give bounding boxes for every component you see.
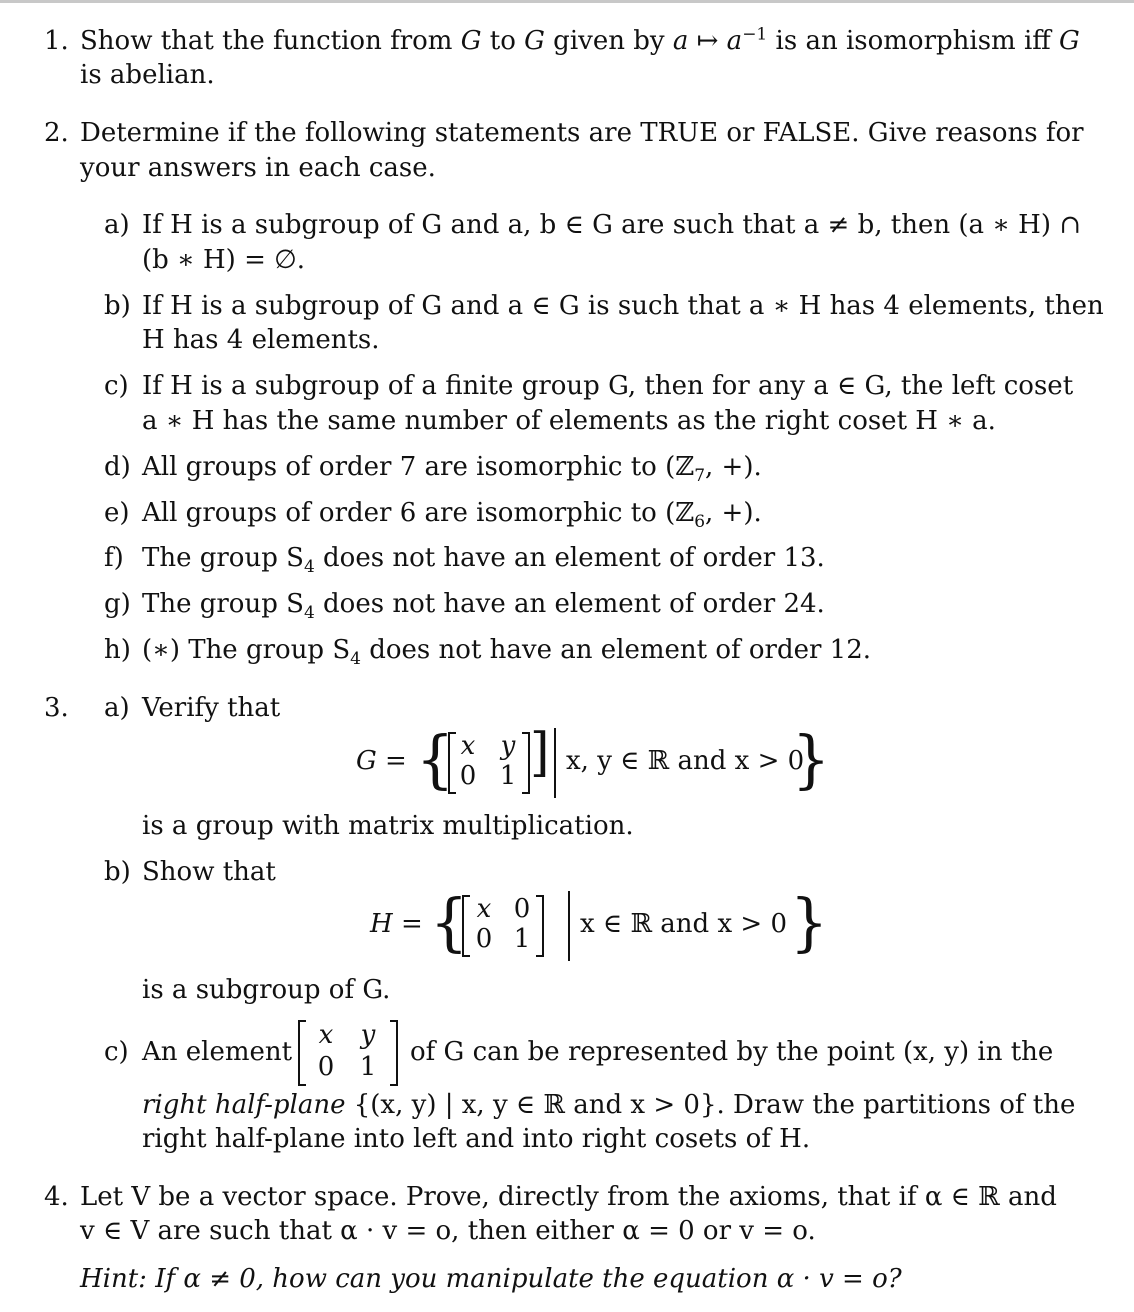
q3a-after: is a group with matrix multiplication. — [142, 811, 634, 841]
q4-hint: Hint: If α ≠ 0, how can you manipulate the equation α · v = o? — [80, 1264, 902, 1294]
g-divider — [554, 728, 556, 798]
h-matrix-a22: 1 — [513, 924, 531, 954]
c-matrix-right-bracket — [390, 1020, 398, 1086]
g-matrix-a11: x — [460, 731, 476, 761]
g-matrix-a12: y — [500, 731, 516, 761]
q2a-line1: If H is a subgroup of G and a, b ∈ G are such that a ≠ b, then (a ∗ H) ∩ — [142, 210, 1082, 240]
c-matrix-a21: 0 — [317, 1052, 335, 1082]
g-condition: x, y ∈ ℝ and x > 0 — [566, 746, 805, 776]
q2d-text: All groups of order 7 are isomorphic to (ℤ$_7$, +). — [142, 452, 762, 487]
h-matrix-a21: 0 — [475, 924, 493, 954]
c-matrix-a22: 1 — [359, 1052, 377, 1082]
q3c-label: c) — [104, 1037, 129, 1067]
q2d-label: d) — [104, 452, 131, 482]
g-equals: G = — [356, 746, 407, 776]
h-condition: x ∈ ℝ and x > 0 — [580, 909, 787, 939]
g-matrix-left-bracket — [448, 732, 456, 794]
q2-number: 2. — [44, 118, 69, 148]
q1-line1: Show that the function from G to G given by a ↦ $a^{-1}$ is an isomorphism iff G — [80, 24, 1080, 56]
c-matrix-a12: y — [360, 1020, 376, 1050]
q2a-label: a) — [104, 210, 130, 240]
q2g-text: The group $S_4$ does not have an element of order 24. — [142, 589, 825, 624]
h-divider — [568, 891, 570, 961]
top-border — [0, 0, 1134, 3]
q2f-text: The group $S_4$ does not have an element of order 13. — [142, 543, 825, 578]
q4-line1: Let V be a vector space. Prove, directly from the axioms, that if α ∈ ℝ and — [80, 1182, 1057, 1212]
q4-number: 4. — [44, 1182, 69, 1212]
q1-line2: is abelian. — [80, 60, 215, 90]
q3c-line2: right half-plane {(x, y) | x, y ∈ ℝ and x > 0}. Draw the partitions of the — [142, 1090, 1076, 1120]
g-close-brace: } — [792, 723, 831, 797]
q2g-label: g) — [104, 589, 131, 619]
q2f-label: f) — [104, 543, 124, 573]
q2e-label: e) — [104, 498, 130, 528]
g-open-brace: { — [416, 723, 455, 797]
q3b-label: b) — [104, 857, 131, 887]
g-matrix-a22: 1 — [499, 761, 517, 791]
c-matrix-left-bracket — [298, 1020, 306, 1086]
h-open-brace: { — [430, 886, 469, 960]
h-matrix-a11: x — [476, 894, 492, 924]
q4-line2: v ∈ V are such that α · v = o, then either α = 0 or v = o. — [80, 1216, 816, 1246]
g-matrix-a21: 0 — [459, 761, 477, 791]
q2h-text: (∗) The group $S_4$ does not have an element of order 12. — [142, 635, 872, 670]
q3c-pre: An element — [142, 1037, 293, 1067]
h-close-brace: } — [790, 886, 829, 960]
q3b-text: Show that — [142, 857, 276, 887]
h-matrix-right-bracket — [536, 895, 544, 957]
h-matrix-a12: 0 — [513, 894, 531, 924]
q3b-after: is a subgroup of G. — [142, 975, 391, 1005]
q1-number: 1. — [44, 26, 69, 56]
q3a-text: Verify that — [142, 693, 281, 723]
h-equals: H = — [370, 909, 423, 939]
q2-line1: Determine if the following statements are TRUE or FALSE. Give reasons for — [80, 118, 1084, 148]
q2h-label: h) — [104, 635, 131, 665]
g-big-bracket: ] — [530, 721, 550, 783]
q3-number: 3. — [44, 693, 69, 723]
c-matrix-a11: x — [318, 1020, 334, 1050]
q2a-line2: (b ∗ H) = ∅. — [142, 245, 306, 275]
q2e-text: All groups of order 6 are isomorphic to (ℤ$_6$, +). — [142, 498, 762, 533]
q2c-line2: a ∗ H has the same number of elements as the right coset H ∗ a. — [142, 406, 996, 436]
q3a-label: a) — [104, 693, 130, 723]
q2b-line2: H has 4 elements. — [142, 325, 380, 355]
g-matrix-right-bracket — [522, 732, 530, 794]
q2-line2: your answers in each case. — [80, 153, 436, 183]
q2b-label: b) — [104, 291, 131, 321]
q2c-line1: If H is a subgroup of a finite group G, then for any a ∈ G, the left coset — [142, 371, 1074, 401]
q3c-line3: right half-plane into left and into right cosets of H. — [142, 1124, 811, 1154]
q2b-line1: If H is a subgroup of G and a ∈ G is such that a ∗ H has 4 elements, then — [142, 291, 1104, 321]
h-matrix-left-bracket — [462, 895, 470, 957]
q2c-label: c) — [104, 371, 129, 401]
q3c-post: of G can be represented by the point (x, y) in the — [410, 1037, 1054, 1067]
